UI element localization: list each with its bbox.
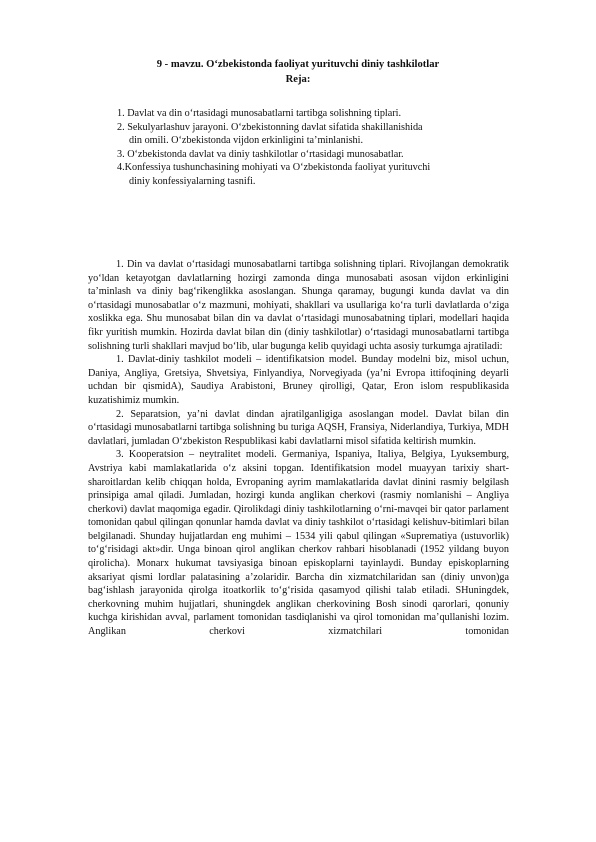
plan-item-continuation: diniy konfessiyalarning tasnifi. <box>129 175 256 187</box>
plan-item-continuation: din omili. O‘zbekistonda vijdon erkinligini ta’minlanishi. <box>129 135 363 147</box>
body-text <box>88 258 509 639</box>
paragraph-model-3: 3. Kooperatsion – neytralitet modeli. Germaniya, Ispaniya, Italiya, Belgiya, Lyuksemburg, Avstriya kabi mamlakatlarida o‘z aksini topgan. Identifikatsion model muayyan tarixiy shart-sharoitlardan kelib chiqqan holda, Evropaning ayrim mamlakatlarida davlat dinini rasmiy belgilash prinsipiga amal qiladi. Jumladan, hozirgi kunda anglikan cherkovi (rasmiy nomlanishi – Angliya cherkovi) davlat maqomiga egadir. Qirolikdagi diniy tashkilotlarning o‘rni-mavqei bir qator parlament tomonidan qabul qilingan qonunlar hamda davlat va diniy tashkilot o‘rtasidagi kelishuv-bitimlari bilan belgilanadi. Shunday hujjatlardan eng muhimi – 1534 yili qabul qilingan «Suprematiya (ustuvorlik) to‘g‘risidagi akt»dir. Unga binoan qirol anglikan cherkov rahbari hisoblanadi (1952 yildang buyon qirolicha). Monarx hukumat tavsiyasiga binoan episkoplarni tayinlaydi. Bunday episkoplarning aksariyat qismi lordlar palatasining a’zolaridir. Barcha din xizmatchilaridan san (diniy unvon)ga bag‘ishlash jarayonida qirolga itoatkorlik to‘g‘risida qasamyod qilishi talab etiladi. SHuningdek, cherkovning muhim hujjatlari, shuningdek anglikan cherkovining Bosh sinodi qarorlari, qonuniy kuchga kirishidan avval, parlament tomonidan tasdiqlanishi va qirol tomonidan ma’qullanishi lozim. Anglikan cherkovi xizmatchilari tomonidan <box>88 449 509 638</box>
plan-item: 3. O‘zbekistonda davlat va diniy tashkilotlar o‘rtasidagi munosabatlar. <box>117 148 404 160</box>
paragraph-intro: 1. Din va davlat o‘rtasidagi munosabatlarni tartibga solishning tiplari. Rivojlangan demokratik yo‘ldan ketayotgan davlatlarning hozirgi zamonda dinga munosabati asosan vijdon erkinligini ta’minlash va diniy bag‘rikenglikka asoslangan. Shunga qaramay, bugungi kunda davlat va din o‘rtasidagi munosabatlar o‘z mazmuni, mohiyati, shakllari va usullariga ko‘ra turli davlatlarda o‘ziga xoslikka ega. Shu munosabat bilan din va davlat o‘rtasidagi munosabatning tiplari, modellari haqida fikr yuritish mumkin. Hozirda davlat bilan din (diniy tashkilotlar) o‘rtasidagi munosabatlarni tartibga solishning turli shakllari mavjud bo‘lib, ular bugunga kelib quyidagi uchta asosiy turkumga ajratiladi: <box>88 259 509 352</box>
plan-item: 1. Davlat va din o‘rtasidagi munosabatlarni tartibga solishning tiplari. <box>117 108 402 119</box>
plan-item: 4.Konfessiya tushunchasining mohiyati va O‘zbekistonda faoliyat yurituvchi <box>117 162 431 174</box>
paragraph-model-2: 2. Separatsion, ya’ni davlat dindan ajratilganligiga asoslangan model. Davlat bilan din o‘rtasidagi munosabatlarni tartibga solishning bu turiga AQSH, Fransiya, Niderlandiya, Turkiya, MDH davlatlari, jumladan O‘zbekiston Respublikasi kabi davlatlarni misol sifatida keltirish mumkin. <box>88 408 509 447</box>
plan-heading: Reja: <box>285 74 311 85</box>
plan-item: 2. Sekulyarlashuv jarayoni. O‘zbekistonning davlat sifatida shakillanishida <box>117 121 423 133</box>
paragraph-model-1: 1. Davlat-diniy tashkilot modeli – identifikatsion model. Bunday modelni biz, misol uchun, Daniya, Angliya, Gretsiya, Shvetsiya, Finlyandiya, Norvegiyada (ya’ni Evropa ittifoqining deyarli uchdan bir qismidA), Saudiya Arabistoni, Bruney qirolligi, Qatar, Eron islom respublikasida kuzatishimiz mumkin. <box>88 354 509 406</box>
document-title: 9 - mavzu. O‘zbekistonda faoliyat yurituvchi diniy tashkilotlar <box>156 59 440 70</box>
plan-list <box>117 107 537 189</box>
